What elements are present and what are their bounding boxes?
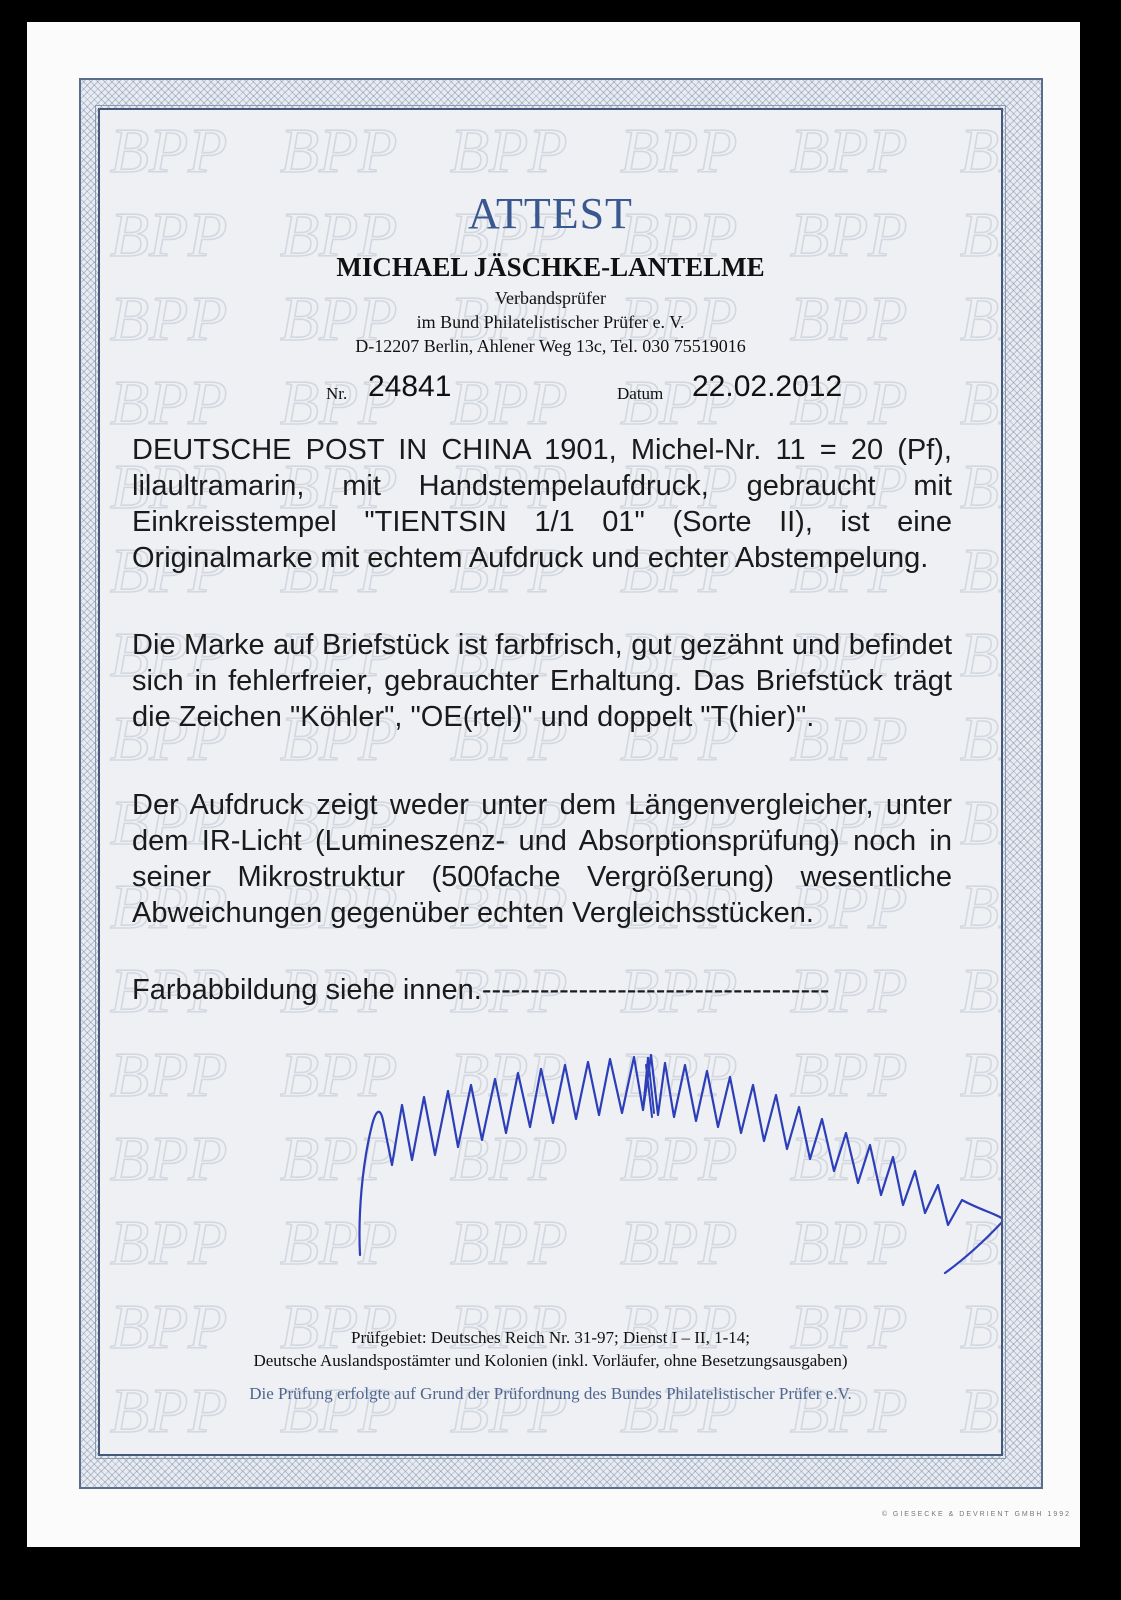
footer-regulation: Die Prüfung erfolgte auf Grund der Prüfordnung des Bundes Philatelistischer Prüfer e.V.: [249, 1384, 852, 1403]
datum-label: Datum: [617, 384, 664, 403]
footer-scope-line2: Deutsche Auslandspostämter und Kolonien (inkl. Vorläufer, ohne Besetzungsausgaben): [253, 1351, 848, 1370]
examiner-role: Verbandsprüfer: [495, 288, 606, 308]
certificate-title: ATTEST: [468, 189, 633, 238]
paragraph-examination: Der Aufdruck zeigt weder unter dem Längenvergleicher, unter dem IR-Licht (Lumineszenz- und Absorptionsprüfung) noch in seiner Mikrostruktur (500fache Vergrößerung) wesentliche Abweichungen gegenüber echten Vergleichsstücken.: [132, 789, 952, 929]
certificate-panel: [98, 108, 1003, 1456]
paragraph-note: Farbabbildung siehe innen.------------------------------------: [132, 974, 830, 1006]
examiner-signature: [340, 1015, 1003, 1285]
printer-mark: © GIESECKE & DEVRIENT GMBH 1992: [881, 1511, 1071, 1518]
footer-scope-line1: Prüfgebiet: Deutsches Reich Nr. 31-97; Dienst I – II, 1-14;: [351, 1328, 750, 1347]
paragraph-condition: Die Marke auf Briefstück ist farbfrisch, gut gezähnt und befindet sich in fehlerfreier, gebrauchter Erhaltung. Das Briefstück trägt die Zeichen "Köhler", "OE(rtel)" und doppelt "T(hier)".: [132, 629, 952, 733]
certificate-date: 22.02.2012: [692, 370, 843, 403]
examiner-association: im Bund Philatelistischer Prüfer e. V.: [416, 312, 685, 332]
certificate-number: 24841: [368, 370, 452, 403]
examiner-name: MICHAEL JÄSCHKE-LANTELME: [336, 252, 765, 282]
nr-label: Nr.: [326, 384, 348, 403]
paragraph-description: DEUTSCHE POST IN CHINA 1901, Michel-Nr. 11 = 20 (Pf), lilaultramarin, mit Handstempelaufdruck, gebraucht mit Einkreisstempel "TIENTSIN 1/1 01" (Sorte II), ist eine Originalmarke mit echtem Aufdruck und echter Abstempelung.: [132, 434, 952, 574]
examiner-address: D-12207 Berlin, Ahlener Weg 13c, Tel. 030 75519016: [355, 336, 746, 356]
